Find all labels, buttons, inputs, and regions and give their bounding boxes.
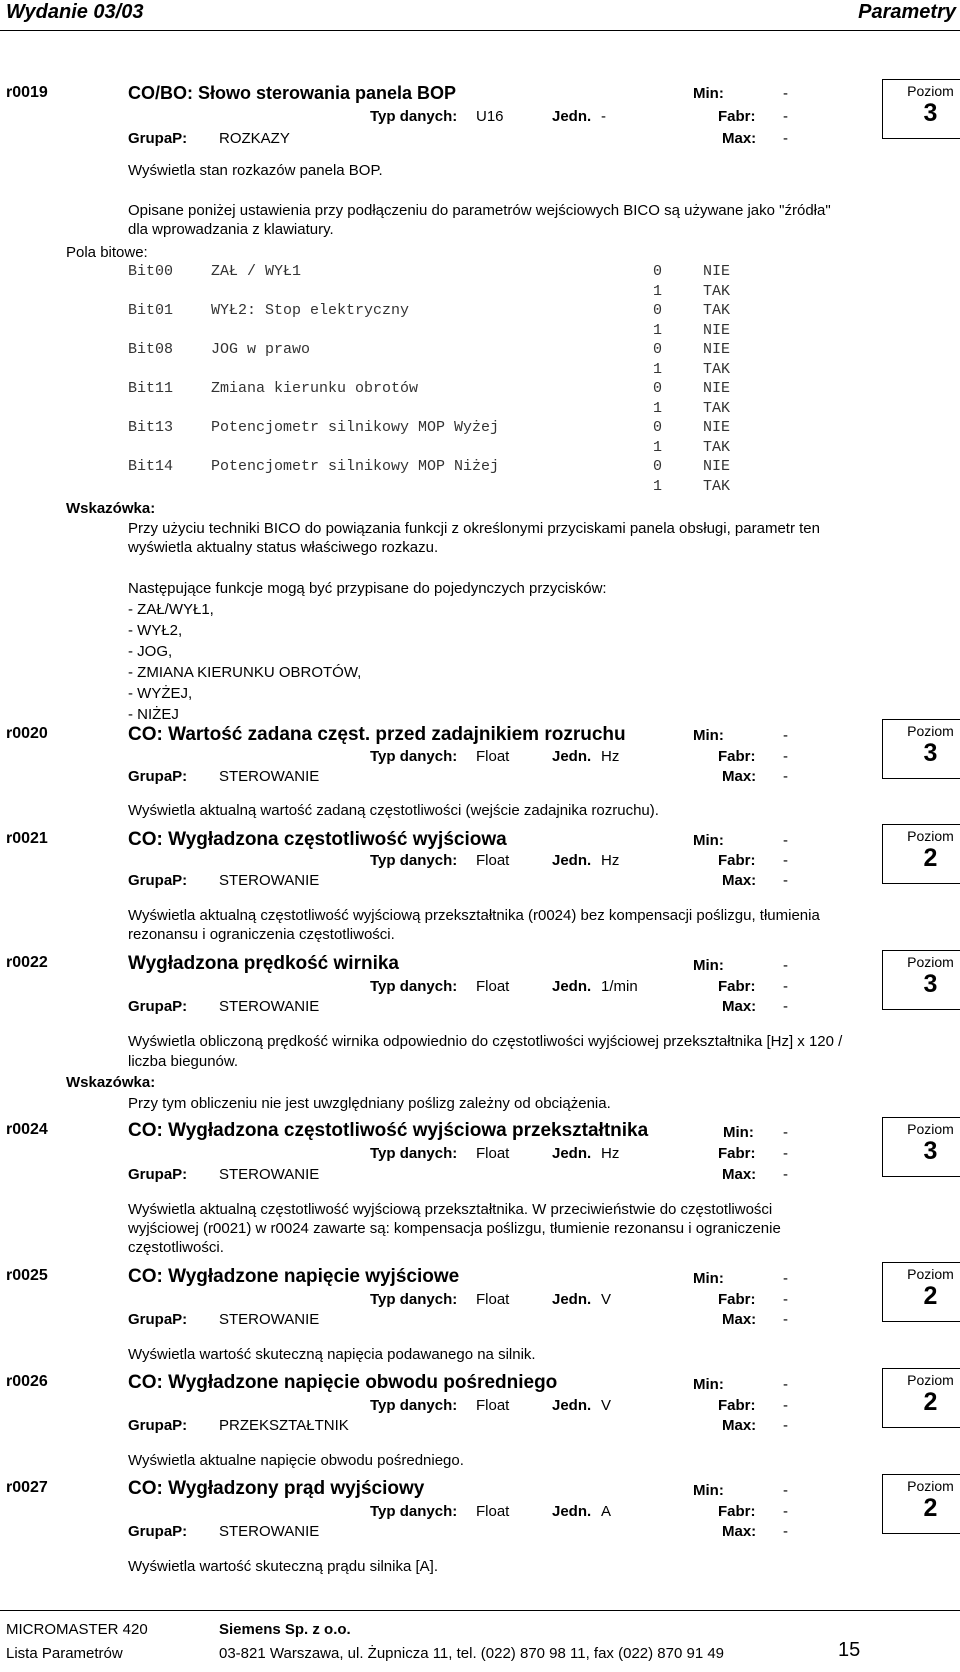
bit-value: 1 <box>653 282 663 300</box>
note-text: Następujące funkcje mogą być przypisane do pojedynczych przycisków: <box>128 580 607 597</box>
bit-meaning: TAK <box>703 360 731 378</box>
unit-value: V <box>601 1397 612 1414</box>
param-description: Wyświetla aktualną częstotliwość wyjściową przekształtnika (r0024) bez kompensacji poślizgu, tłumienia <box>128 907 820 924</box>
bit-meaning: NIE <box>703 419 731 436</box>
bitfields-label: Pola bitowe: <box>66 244 148 261</box>
min-value: - <box>783 85 788 102</box>
type-value: Float <box>476 1145 510 1162</box>
group-label: GrupaP: <box>128 768 188 785</box>
bit-label: Bit08 <box>128 341 174 358</box>
level-value: 2 <box>923 1388 938 1416</box>
default-label: Fabr: <box>718 1291 756 1308</box>
bit-description: Zmiana kierunku obrotów <box>211 380 419 397</box>
bit-value: 1 <box>653 399 663 417</box>
unit-label: Jedn. <box>552 1397 592 1414</box>
group-label: GrupaP: <box>128 1311 188 1328</box>
param-title: Wygładzona prędkość wirnika <box>128 953 400 974</box>
param-id: r0026 <box>6 1373 48 1390</box>
group-label: GrupaP: <box>128 1523 188 1540</box>
default-label: Fabr: <box>718 1397 756 1414</box>
unit-label: Jedn. <box>552 748 592 765</box>
group-label: GrupaP: <box>128 872 188 889</box>
bit-value: 0 <box>653 419 663 436</box>
level-label: Poziom <box>907 1372 954 1388</box>
max-value: - <box>783 998 788 1015</box>
max-label: Max: <box>722 1311 757 1328</box>
param-description: dla wprowadzania z klawiatury. <box>128 221 334 238</box>
bit-description: JOG w prawo <box>211 341 311 358</box>
level-label: Poziom <box>907 83 954 99</box>
default-value: - <box>783 1503 788 1520</box>
footer-doc-title: Lista Parametrów <box>6 1645 123 1662</box>
max-value: - <box>783 872 788 889</box>
unit-label: Jedn. <box>552 852 592 869</box>
bit-description: WYŁ2: Stop elektryczny <box>211 302 410 319</box>
max-value: - <box>783 1523 788 1540</box>
param-description: Wyświetla aktualną wartość zadaną częstotliwości (wejście zadajnika rozruchu). <box>128 802 659 819</box>
unit-label: Jedn. <box>552 108 592 125</box>
level-box <box>882 950 960 1010</box>
unit-label: Jedn. <box>552 978 592 995</box>
bit-description: Potencjometr silnikowy MOP Wyżej <box>211 419 500 436</box>
level-value: 2 <box>923 1494 938 1522</box>
unit-value: V <box>601 1291 612 1308</box>
param-description: Wyświetla obliczoną prędkość wirnika odpowiednio do częstotliwości wyjściowej przekształtnika [Hz] x 120 / <box>128 1033 843 1050</box>
param-title: CO: Wygładzone napięcie obwodu pośredniego <box>128 1372 558 1393</box>
min-value: - <box>783 1376 788 1393</box>
footer-rule <box>0 1610 960 1611</box>
level-box <box>882 1474 960 1534</box>
group-label: GrupaP: <box>128 130 188 147</box>
param-description: wyjściowej (r0021) w r0024 zawarte są: kompensacja poślizgu, tłumienie rezonansu i ograniczenie <box>128 1220 781 1237</box>
list-item: - ZMIANA KIERUNKU OBROTÓW, <box>128 664 362 681</box>
min-label: Min: <box>693 1482 724 1499</box>
max-label: Max: <box>722 768 757 785</box>
max-label: Max: <box>722 998 757 1015</box>
type-label: Typ danych: <box>370 1291 458 1308</box>
list-item: - ZAŁ/WYŁ1, <box>128 601 214 618</box>
bit-meaning: NIE <box>703 263 731 280</box>
bit-value: 1 <box>653 438 663 456</box>
group-value: STEROWANIE <box>219 872 320 889</box>
header-rule <box>0 30 960 31</box>
type-label: Typ danych: <box>370 1503 458 1520</box>
param-description: Wyświetla stan rozkazów panela BOP. <box>128 162 383 179</box>
param-description: Opisane poniżej ustawienia przy podłączeniu do parametrów wejściowych BICO są używane jako "źródła" <box>128 202 831 219</box>
bit-value: 0 <box>653 380 663 397</box>
param-id: r0019 <box>6 84 48 101</box>
unit-value: Hz <box>601 852 620 869</box>
bit-meaning: TAK <box>703 399 731 417</box>
type-value: Float <box>476 748 510 765</box>
footer-address: 03-821 Warszawa, ul. Żupnicza 11, tel. (022) 870 98 11, fax (022) 870 91 49 <box>219 1645 725 1662</box>
max-label: Max: <box>722 1523 757 1540</box>
min-value: - <box>783 957 788 974</box>
note-label: Wskazówka: <box>66 500 156 517</box>
param-id: r0022 <box>6 954 48 971</box>
max-value: - <box>783 1417 788 1434</box>
bit-description: Potencjometr silnikowy MOP Niżej <box>211 458 500 475</box>
param-id: r0021 <box>6 830 48 847</box>
default-value: - <box>783 1397 788 1414</box>
level-label: Poziom <box>907 1478 954 1494</box>
footer-model: MICROMASTER 420 <box>6 1621 148 1638</box>
level-box <box>882 1117 960 1177</box>
max-value: - <box>783 130 788 147</box>
level-box <box>882 1368 960 1428</box>
bit-meaning: TAK <box>703 282 731 300</box>
param-title: CO: Wartość zadana częst. przed zadajnikiem rozruchu <box>128 724 626 745</box>
bit-label: Bit00 <box>128 263 174 280</box>
param-description: rezonansu i ograniczenia częstotliwości. <box>128 926 395 943</box>
min-value: - <box>783 1270 788 1287</box>
default-label: Fabr: <box>718 748 756 765</box>
level-box <box>882 1262 960 1322</box>
group-value: STEROWANIE <box>219 1166 320 1183</box>
level-value: 3 <box>923 739 938 767</box>
bit-meaning: NIE <box>703 321 731 339</box>
default-label: Fabr: <box>718 108 756 125</box>
max-value: - <box>783 768 788 785</box>
type-label: Typ danych: <box>370 1145 458 1162</box>
param-id: r0027 <box>6 1479 48 1496</box>
max-label: Max: <box>722 1417 757 1434</box>
section-header: Parametry <box>858 1 956 23</box>
default-value: - <box>783 978 788 995</box>
param-title: CO: Wygładzona częstotliwość wyjściowa przekształtnika <box>128 1120 649 1141</box>
default-label: Fabr: <box>718 1145 756 1162</box>
param-description: Wyświetla wartość skuteczną napięcia podawanego na silnik. <box>128 1346 536 1363</box>
page-number: 15 <box>838 1639 861 1661</box>
type-label: Typ danych: <box>370 108 458 125</box>
list-item: - WYŻEJ, <box>128 685 193 702</box>
bit-meaning: NIE <box>703 341 731 358</box>
level-value: 3 <box>923 970 938 998</box>
min-value: - <box>783 727 788 744</box>
note-text: Przy użyciu techniki BICO do powiązania funkcji z określonymi przyciskami panela obsługi, parametr ten <box>128 520 820 537</box>
default-value: - <box>783 852 788 869</box>
min-value: - <box>783 832 788 849</box>
level-box <box>882 79 960 139</box>
group-value: ROZKAZY <box>219 130 290 147</box>
param-description: częstotliwości. <box>128 1239 224 1256</box>
default-label: Fabr: <box>718 852 756 869</box>
group-value: STEROWANIE <box>219 998 320 1015</box>
type-label: Typ danych: <box>370 748 458 765</box>
param-description: Wyświetla aktualną częstotliwość wyjściową przekształtnika. W przeciwieństwie do częstotliwości <box>128 1201 773 1218</box>
type-value: U16 <box>476 108 504 125</box>
bit-value: 1 <box>653 321 663 339</box>
min-label: Min: <box>693 832 724 849</box>
type-label: Typ danych: <box>370 852 458 869</box>
max-label: Max: <box>722 130 757 147</box>
bit-meaning: TAK <box>703 302 731 319</box>
min-label: Min: <box>693 727 724 744</box>
unit-label: Jedn. <box>552 1291 592 1308</box>
bit-value: 0 <box>653 302 663 319</box>
group-label: GrupaP: <box>128 1417 188 1434</box>
group-value: STEROWANIE <box>219 1523 320 1540</box>
group-label: GrupaP: <box>128 998 188 1015</box>
list-item: - NIŻEJ <box>128 706 179 723</box>
min-value: - <box>783 1124 788 1141</box>
level-label: Poziom <box>907 723 954 739</box>
level-value: 3 <box>923 1137 938 1165</box>
min-label: Min: <box>693 957 724 974</box>
param-description: Wyświetla aktualne napięcie obwodu pośredniego. <box>128 1452 464 1469</box>
note-text: wyświetla aktualny status właściwego rozkazu. <box>128 539 439 556</box>
unit-label: Jedn. <box>552 1145 592 1162</box>
bit-value: 0 <box>653 458 663 475</box>
unit-value: 1/min <box>601 978 638 995</box>
default-value: - <box>783 1145 788 1162</box>
unit-value: Hz <box>601 1145 620 1162</box>
min-label: Min: <box>693 1376 724 1393</box>
default-label: Fabr: <box>718 1503 756 1520</box>
param-id: r0020 <box>6 725 48 742</box>
unit-label: Jedn. <box>552 1503 592 1520</box>
param-title: CO: Wygładzona częstotliwość wyjściowa <box>128 829 507 850</box>
group-value: PRZEKSZTAŁTNIK <box>219 1417 349 1434</box>
bit-value: 1 <box>653 477 663 495</box>
param-description: Wyświetla wartość skuteczną prądu silnika [A]. <box>128 1558 438 1575</box>
type-value: Float <box>476 1397 510 1414</box>
bit-meaning: NIE <box>703 458 731 475</box>
type-value: Float <box>476 852 510 869</box>
level-value: 3 <box>923 99 938 127</box>
bit-value: 0 <box>653 341 663 358</box>
bit-meaning: TAK <box>703 438 731 456</box>
type-label: Typ danych: <box>370 978 458 995</box>
list-item: - WYŁ2, <box>128 622 183 639</box>
default-value: - <box>783 108 788 125</box>
bit-description: ZAŁ / WYŁ1 <box>211 263 302 280</box>
type-label: Typ danych: <box>370 1397 458 1414</box>
level-label: Poziom <box>907 1121 954 1137</box>
param-description: liczba biegunów. <box>128 1053 239 1070</box>
group-value: STEROWANIE <box>219 768 320 785</box>
bit-label: Bit13 <box>128 419 174 436</box>
param-id: r0025 <box>6 1267 48 1284</box>
bit-meaning: TAK <box>703 477 731 495</box>
bit-value: 0 <box>653 263 663 280</box>
default-label: Fabr: <box>718 978 756 995</box>
bit-value: 1 <box>653 360 663 378</box>
level-label: Poziom <box>907 828 954 844</box>
param-title: CO: Wygładzony prąd wyjściowy <box>128 1478 425 1499</box>
max-label: Max: <box>722 872 757 889</box>
min-label: Min: <box>693 1270 724 1287</box>
param-title: CO: Wygładzone napięcie wyjściowe <box>128 1266 460 1287</box>
group-value: STEROWANIE <box>219 1311 320 1328</box>
unit-value: - <box>601 108 606 125</box>
bit-label: Bit11 <box>128 380 174 397</box>
group-label: GrupaP: <box>128 1166 188 1183</box>
level-label: Poziom <box>907 954 954 970</box>
bit-label: Bit14 <box>128 458 174 475</box>
unit-value: Hz <box>601 748 620 765</box>
note-text: Przy tym obliczeniu nie jest uwzględniany poślizg zależny od obciążenia. <box>128 1095 611 1112</box>
note-label: Wskazówka: <box>66 1074 156 1091</box>
param-title: CO/BO: Słowo sterowania panela BOP <box>128 83 457 103</box>
level-box <box>882 824 960 884</box>
default-value: - <box>783 748 788 765</box>
level-box <box>882 719 960 779</box>
level-value: 2 <box>923 844 938 872</box>
type-value: Float <box>476 978 510 995</box>
param-id: r0024 <box>6 1121 48 1138</box>
edition-header: Wydanie 03/03 <box>6 1 144 23</box>
type-value: Float <box>476 1503 510 1520</box>
min-value: - <box>783 1482 788 1499</box>
footer-company: Siemens Sp. z o.o. <box>219 1621 351 1638</box>
max-value: - <box>783 1311 788 1328</box>
default-value: - <box>783 1291 788 1308</box>
list-item: - JOG, <box>128 643 173 660</box>
level-label: Poziom <box>907 1266 954 1282</box>
bit-meaning: NIE <box>703 380 731 397</box>
min-label: Min: <box>693 85 724 102</box>
max-value: - <box>783 1166 788 1183</box>
max-label: Max: <box>722 1166 757 1183</box>
level-value: 2 <box>923 1282 938 1310</box>
bit-label: Bit01 <box>128 302 174 319</box>
type-value: Float <box>476 1291 510 1308</box>
unit-value: A <box>601 1503 612 1520</box>
min-label: Min: <box>723 1124 754 1141</box>
